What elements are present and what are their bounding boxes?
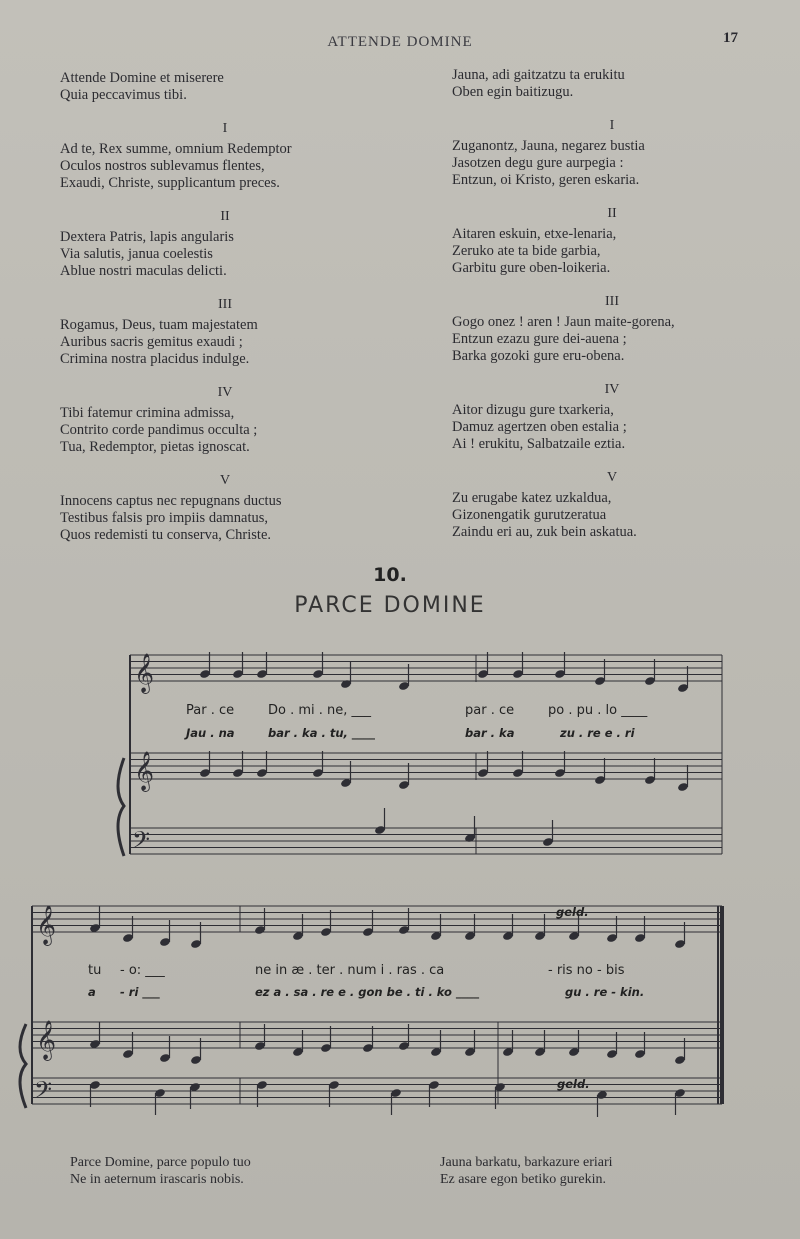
footer-basque <box>440 1154 613 1188</box>
text-line: Attende Domine et miserere <box>60 70 224 86</box>
verse-number: I <box>609 118 615 133</box>
clef: 𝄞 <box>36 905 57 945</box>
tempo-marking: geld. <box>557 1077 590 1091</box>
clef: 𝄞 <box>134 653 155 693</box>
text-line: Gizonengatik gurutzeratua <box>452 507 607 523</box>
text-line: Tibi fatemur crimina admissa, <box>60 405 235 421</box>
text-line: Zu erugabe katez uzkaldua, <box>452 490 612 506</box>
clef: 𝄞 <box>134 751 155 791</box>
brace <box>20 1024 26 1108</box>
text-line: Jasotzen degu gure aurpegia : <box>452 155 624 171</box>
text-line: Exaudi, Christe, supplicantum preces. <box>60 175 280 191</box>
lyric-basque: gu . re - kin. <box>565 985 645 999</box>
text-line: Via salutis, janua coelestis <box>60 246 213 262</box>
text-line: Testibus falsis pro impiis damnatus, <box>60 510 269 526</box>
text-line: Zaindu eri au, zuk bein askatua. <box>452 524 637 540</box>
text-line: Zeruko ate ta bide garbia, <box>452 243 601 259</box>
brace <box>118 758 124 856</box>
text-line: Ad te, Rex summe, omnium Redemptor <box>60 141 292 157</box>
text-line: Entzun ezazu gure dei-auena ; <box>452 331 627 347</box>
lyric-latin: par . ce <box>465 703 515 718</box>
hymn-title: PARCE DOMINE <box>294 593 486 618</box>
lyric-latin: Do . mi . ne, ___ <box>268 703 372 718</box>
lyric-latin: - ris no - bis <box>548 963 625 978</box>
text-line: Contrito corde pandimus occulta ; <box>60 422 258 438</box>
verse-number: V <box>219 473 231 488</box>
text-line: Quos redemisti tu conserva, Christe. <box>60 527 272 543</box>
text-line: Tua, Redemptor, pietas ignoscat. <box>60 439 250 455</box>
tempo-marking: geld. <box>556 905 589 919</box>
lyric-basque: bar . ka <box>465 726 515 740</box>
text-line: Aitaren eskuin, etxe-lenaria, <box>452 226 617 242</box>
text-line: Zuganontz, Jauna, negarez bustia <box>452 138 645 154</box>
lyric-basque: ez a . sa . re e . gon be . ti . ko ____ <box>255 985 479 999</box>
lyric-basque: Jau . na <box>186 726 235 740</box>
text-line: Dextera Patris, lapis angularis <box>60 229 234 245</box>
text-line: Ai ! erukitu, Salbatzaile eztia. <box>452 436 626 452</box>
text-line: Auribus sacris gemitus exaudi ; <box>60 334 243 350</box>
text-line: Oben egin baitizugu. <box>452 84 574 100</box>
text-line: Jauna barkatu, barkazure eriari <box>440 1155 613 1170</box>
lyric-latin: ne in æ . ter . num i . ras . ca <box>255 963 445 978</box>
verse-number: IV <box>217 385 233 400</box>
clef: 𝄢 <box>34 1076 53 1109</box>
running-title: ATTENDE DOMINE <box>327 34 473 50</box>
lyric-basque: bar . ka . tu, ____ <box>268 726 375 740</box>
page-number: 17 <box>723 30 738 46</box>
text-line: Quia peccavimus tibi. <box>60 87 187 103</box>
text-line: Barka gozoki gure eru-obena. <box>452 348 625 364</box>
verse-number: II <box>607 206 617 221</box>
text-line: Oculos nostros sublevamus flentes, <box>60 158 265 174</box>
lyric-basque: - ri ___ <box>120 985 160 999</box>
text-line: Ez asare egon betiko gurekin. <box>440 1172 606 1187</box>
lyric-latin: Par . ce <box>186 703 235 718</box>
hymn-number: 10. <box>373 564 407 586</box>
verse-number: IV <box>604 382 620 397</box>
text-line: Ne in aeternum irascaris nobis. <box>70 1172 244 1187</box>
notes <box>89 652 689 1117</box>
lyric-latin: - o: ___ <box>120 963 165 978</box>
text-line: Aitor dizugu gure txarkeria, <box>452 402 614 418</box>
lyric-latin: po . pu . lo ____ <box>548 703 648 718</box>
lyric-basque: a <box>88 985 96 999</box>
clef: 𝄢 <box>132 826 151 859</box>
text-line: Garbitu gure oben-loikeria. <box>452 260 611 276</box>
lyric-latin: tu <box>88 963 102 978</box>
text-line: Innocens captus nec repugnans ductus <box>60 493 282 509</box>
clef: 𝄞 <box>36 1020 57 1060</box>
verse-number: I <box>222 121 228 136</box>
text-line: Gogo onez ! aren ! Jaun maite-gorena, <box>452 314 675 330</box>
text-line: Jauna, adi gaitzatzu ta erukitu <box>452 67 625 83</box>
verse-number: II <box>220 209 230 224</box>
text-line: Damuz agertzen oben estalia ; <box>452 419 627 435</box>
lyric-basque: zu . re e . ri <box>560 726 635 740</box>
text-line: Entzun, oi Kristo, geren eskaria. <box>452 172 640 188</box>
text-line: Parce Domine, parce populo tuo <box>70 1155 251 1170</box>
text-line: Crimina nostra placidus indulge. <box>60 351 250 367</box>
text-line: Rogamus, Deus, tuam majestatem <box>60 317 258 333</box>
verse-number: III <box>605 294 619 309</box>
verse-number: III <box>218 297 232 312</box>
footer-latin <box>70 1154 251 1188</box>
text-line: Ablue nostri maculas delicti. <box>60 263 227 279</box>
verse-number: V <box>606 470 618 485</box>
